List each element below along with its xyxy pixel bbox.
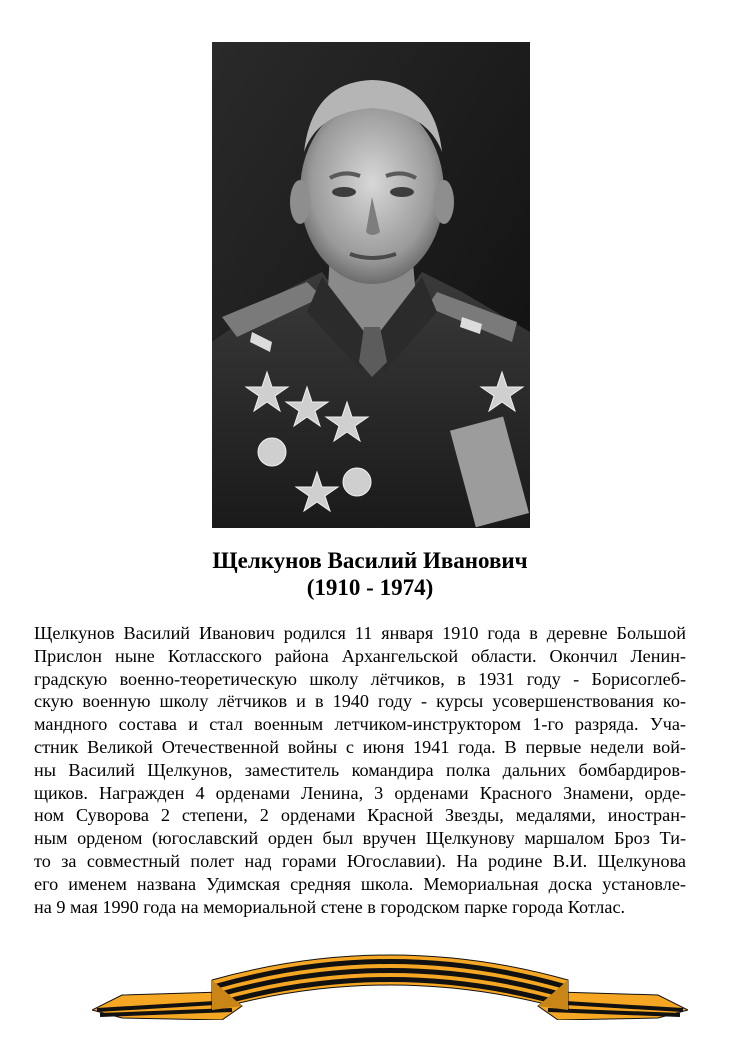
bio-line: на 9 мая 1990 года на мемориальной стене в городском парке города Котлас. [34,896,626,917]
life-years: (1910 - 1974) [306,575,434,600]
st-george-ribbon [92,940,688,1020]
bio-line: мандного состава и стал военным летчиком-инструктором 1-го разряда. Уча- [34,714,686,735]
biography-text [34,622,686,918]
heading [0,547,740,601]
bio-line: градскую военно-теоретическую школу лётчиков, в 1931 году - Борисоглеб- [34,668,686,689]
bio-line: ны Василий Щелкунов, заместитель командира полка дальних бомбардиров- [34,759,686,780]
bio-line: стник Великой Отечественной войны с июня 1941 года. В первые недели вой- [34,736,686,757]
portrait-photo [212,42,530,528]
bio-line: Щелкунов Василий Иванович родился 11 января 1910 года в деревне Большой [34,623,686,643]
portrait-illustration [212,42,530,528]
bio-line: Прислон ныне Котласского района Архангельской области. Окончил Ленин- [34,645,686,666]
person-name: Щелкунов Василий Иванович [212,548,528,573]
bio-line: его именем названа Удимская средняя школа. Мемориальная доска установле- [34,873,686,894]
bio-line: щиков. Награжден 4 орденами Ленина, 3 орденами Красного Знамени, орде- [34,782,686,803]
bio-line: ном Суворова 2 степени, 2 орденами Красной Звезды, медалями, иностран- [34,805,686,826]
bio-line: ным орденом (югославский орден был вручен Щелкунову маршалом Броз Ти- [34,828,686,849]
bio-line: то за совместный полет над горами Югославии). На родине В.И. Щелкунова [34,850,686,871]
bio-line: скую военную школу лётчиков и в 1940 году - курсы усовершенствования ко- [34,691,686,712]
